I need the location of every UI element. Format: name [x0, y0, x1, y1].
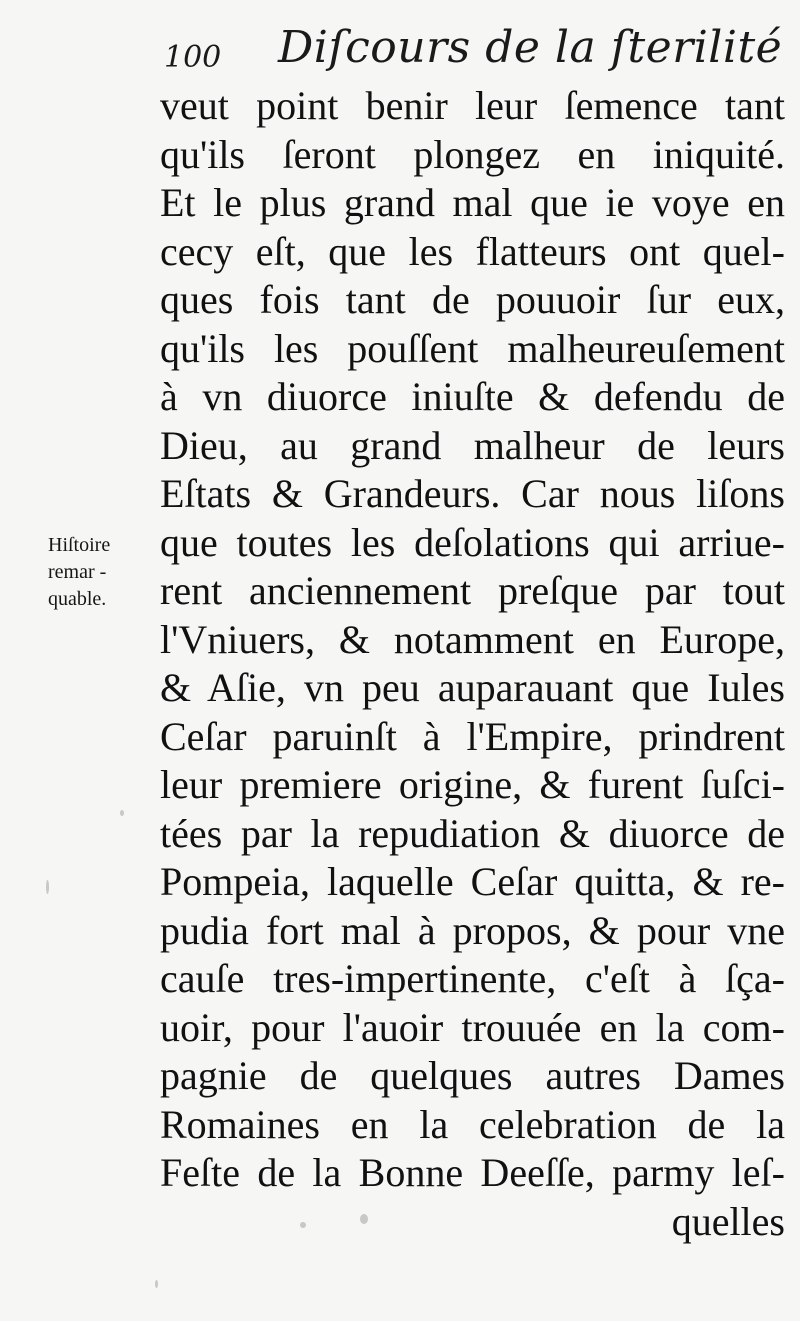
text-line: l'Vniuers, & notamment en Europe,: [160, 616, 785, 662]
text-line: à vn diuorce iniuſte & defendu de: [160, 374, 785, 419]
margin-note: [48, 532, 158, 613]
paper-speck: [360, 1214, 368, 1224]
text-line: ques fois tant de pouuoir ſur eux,: [160, 277, 785, 322]
text-line: Dieu, au grand malheur de leurs: [160, 422, 785, 468]
paper-speck: [300, 1222, 306, 1228]
margin-note-line: quable.: [48, 588, 107, 610]
margin-note-line: Hiſtoire: [48, 534, 111, 556]
text-line: cauſe tres-impertinente, c'eſt à ſça-: [160, 956, 785, 1001]
text-line-catchword: quelles: [671, 1198, 785, 1244]
page-header: [160, 22, 790, 82]
text-line: Ceſar paruinſt à l'Empire, prindrent: [160, 713, 785, 759]
text-line: que toutes les deſolations qui arriue-: [160, 519, 785, 565]
text-line: pudia fort mal à propos, & pour vne: [160, 907, 785, 953]
text-line: veut point benir leur ſemence tant: [160, 83, 785, 128]
text-line: qu'ils les pouſſent malheureuſement: [160, 325, 785, 371]
text-line: uoir, pour l'auoir trouuée en la com-: [160, 1004, 785, 1050]
text-line: Eſtats & Grandeurs. Car nous liſons: [160, 471, 785, 516]
text-line: & Aſie, vn peu auparauant que Iules: [160, 665, 785, 710]
page-number: 100: [164, 40, 222, 75]
text-line: Romaines en la celebration de la: [160, 1101, 785, 1147]
margin-note-line: remar -: [48, 561, 107, 583]
text-line: leur premiere origine, & furent ſuſci-: [160, 762, 785, 807]
running-title: Diſcours de la ſterilité: [278, 22, 783, 73]
text-line: Et le plus grand mal que ie voye en: [160, 180, 785, 225]
paper-speck: [155, 1280, 158, 1288]
text-line: cecy eſt, que les flatteurs ont quel-: [160, 228, 785, 274]
text-line: Feſte de la Bonne Deeſſe, parmy leſ-: [160, 1150, 785, 1195]
paper-speck: [120, 810, 124, 816]
text-line: tées par la repudiation & diuorce de: [160, 810, 785, 856]
text-line: qu'ils ſeront plongez en iniquité.: [160, 131, 785, 177]
body-text: [160, 82, 785, 1246]
paper-speck: [46, 880, 49, 894]
text-line: rent anciennement preſque par tout: [160, 568, 785, 613]
text-line: Pompeia, laquelle Ceſar quitta, & re-: [160, 859, 785, 904]
text-line: pagnie de quelques autres Dames: [160, 1053, 785, 1098]
